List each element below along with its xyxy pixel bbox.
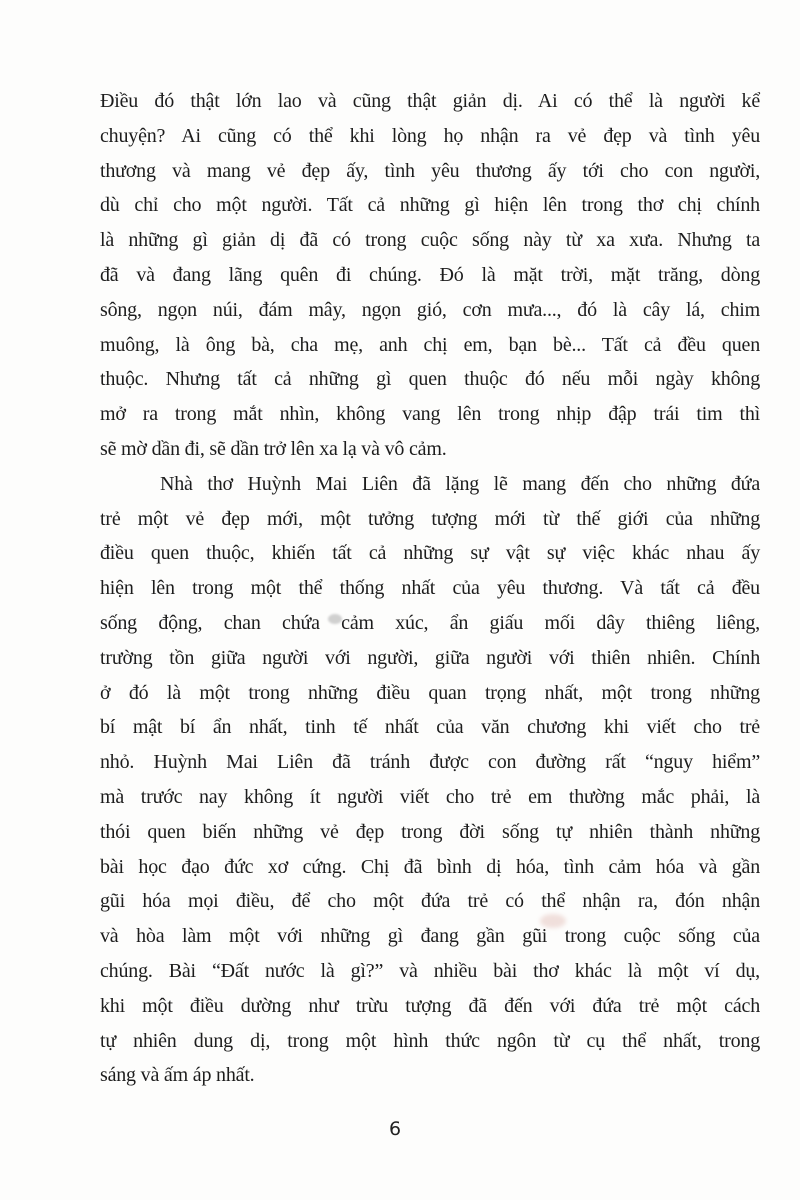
text-line: Nhà thơ Huỳnh Mai Liên đã lặng lẽ mang đến cho những đứa bbox=[160, 472, 760, 495]
text-line: mở ra trong mắt nhìn, không vang lên trong nhịp đập trái tim thì bbox=[100, 403, 760, 426]
text-line: gũi hóa mọi điều, để cho một đứa trẻ có thể nhận ra, đón nhận bbox=[100, 890, 760, 913]
text-line: khi một điều dường như trừu tượng đã đến với đứa trẻ một cách bbox=[100, 994, 760, 1017]
text-line: muông, là ông bà, cha mẹ, anh chị em, bạn bè... Tất cả đều quen bbox=[100, 333, 760, 356]
text-line: thương và mang vẻ đẹp ấy, tình yêu thương ấy tới cho con người, bbox=[100, 159, 760, 182]
text-line: mà trước nay không ít người viết cho trẻ em thường mắc phải, là bbox=[100, 785, 760, 808]
text-line: trường tồn giữa người với người, giữa người với thiên nhiên. Chính bbox=[100, 646, 760, 669]
text-line: Điều đó thật lớn lao và cũng thật giản dị. Ai có thể là người kể bbox=[100, 90, 760, 112]
text-line: sống động, chan chứa cảm xúc, ẩn giấu mối dây thiêng liêng, bbox=[100, 611, 760, 634]
text-line: bí mật bí ẩn nhất, tinh tế nhất của văn chương khi viết cho trẻ bbox=[100, 716, 760, 739]
text-line: sông, ngọn núi, đám mây, ngọn gió, cơn mưa..., đó là cây lá, chim bbox=[100, 298, 760, 321]
text-line: là những gì giản dị đã có trong cuộc sống này từ xa xưa. Nhưng ta bbox=[100, 229, 760, 252]
text-line: thuộc. Nhưng tất cả những gì quen thuộc đó nếu mỗi ngày không bbox=[100, 368, 760, 391]
text-line: bài học đạo đức xơ cứng. Chị đã bình dị hóa, tình cảm hóa và gần bbox=[100, 855, 760, 878]
text-line: nhỏ. Huỳnh Mai Liên đã tránh được con đường rất “nguy hiểm” bbox=[100, 751, 760, 774]
page-number: 6 bbox=[388, 1118, 402, 1140]
text-line: hiện lên trong một thể thống nhất của yêu thương. Và tất cả đều bbox=[100, 577, 760, 600]
text-line: ở đó là một trong những điều quan trọng nhất, một trong những bbox=[100, 681, 760, 704]
text-line: trẻ một vẻ đẹp mới, một tưởng tượng mới từ thế giới của những bbox=[100, 507, 760, 530]
body-text bbox=[100, 84, 760, 1093]
text-line: thói quen biến những vẻ đẹp trong đời sống tự nhiên thành những bbox=[100, 820, 760, 843]
text-line: sẽ mờ dần đi, sẽ dần trở lên xa lạ và vô cảm. bbox=[100, 437, 447, 460]
text-line: tự nhiên dung dị, trong một hình thức ngôn từ cụ thể nhất, trong bbox=[100, 1029, 760, 1052]
text-line: chuyện? Ai cũng có thể khi lòng họ nhận ra vẻ đẹp và tình yêu bbox=[100, 124, 760, 147]
text-line: điều quen thuộc, khiến tất cả những sự vật sự việc khác nhau ấy bbox=[100, 542, 760, 565]
text-line: đã và đang lãng quên đi chúng. Đó là mặt trời, mặt trăng, dòng bbox=[100, 263, 760, 286]
text-line: sáng và ấm áp nhất. bbox=[100, 1064, 255, 1087]
text-line: chúng. Bài “Đất nước là gì?” và nhiều bài thơ khác là một ví dụ, bbox=[100, 959, 760, 982]
text-line: và hòa làm một với những gì đang gần gũi trong cuộc sống của bbox=[100, 925, 760, 948]
text-line: dù chỉ cho một người. Tất cả những gì hiện lên trong thơ chị chính bbox=[100, 194, 760, 217]
